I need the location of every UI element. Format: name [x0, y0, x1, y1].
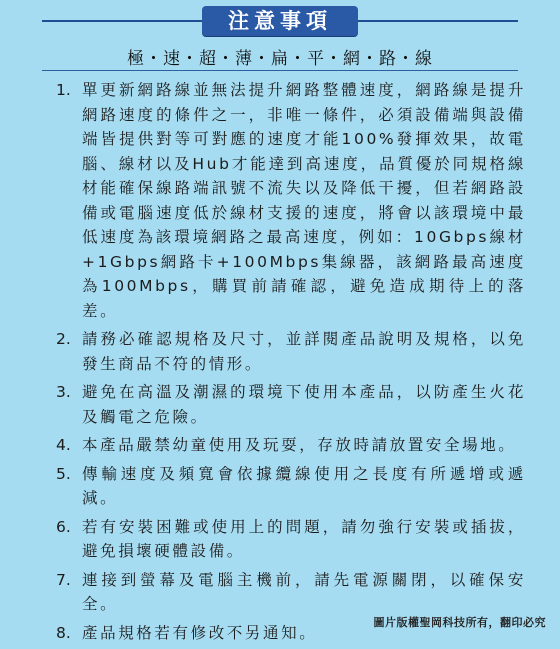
notice-item-2 [56, 327, 526, 376]
copyright-notice: 圖片版權聖岡科技所有，翻印必究 [373, 616, 546, 629]
title-banner [0, 4, 560, 38]
notice-text: 產品規格若有修改不另通知。 [82, 623, 318, 642]
notice-text: 避免在高溫及潮濕的環境下使用本產品，以防產生火花及觸電之危險。 [82, 383, 526, 426]
notice-item-1 [56, 78, 526, 323]
notice-list [56, 78, 526, 649]
notice-number: 8. [56, 623, 71, 642]
notice-number: 1. [56, 81, 71, 99]
notice-item-7 [56, 568, 526, 617]
notice-number: 2. [56, 330, 71, 348]
notice-text: 請務必確認規格及尺寸，並詳閱產品說明及規格，以免發生商品不符的情形。 [82, 330, 526, 373]
notice-number: 4. [56, 436, 71, 454]
notice-item-6 [56, 515, 526, 564]
notice-text: 單更新網路線並無法提升網路整體速度，網路線是提升網路速度的條件之一，非唯一條件，必須設備端與設備端皆提供對等可對應的速度才能100%發揮效果，故電腦、線材以及Hub才能達到高速度，品質優於同規格線材能確保線路端訊號不流失以及降低干擾，但若網路設備或電腦速度低於線材支援的速度，將會以該環境中最低速度為該環境網路之最高速度，例如：10Gbps線材+1Gbps網路卡+100Mbps集線器，該網路最高速度為100Mbps，購買前請確認，避免造成期待上的落差。 [82, 81, 526, 320]
notice-item-3 [56, 380, 526, 429]
notice-item-4 [56, 433, 526, 458]
notice-text: 連接到螢幕及電腦主機前，請先電源關閉，以確保安全。 [82, 570, 526, 613]
subtitle-divider [42, 70, 518, 71]
notice-item-5 [56, 462, 526, 511]
notice-number: 7. [56, 570, 71, 589]
product-subtitle: 極・速・超・薄・扁・平・網・路・線 [127, 49, 433, 69]
page-title: 注意事項 [202, 6, 358, 36]
notice-number: 5. [56, 464, 71, 483]
notice-text: 若有安裝困難或使用上的問題，請勿強行安裝或插拔，避免損壞硬體設備。 [82, 517, 526, 560]
notice-number: 6. [56, 517, 71, 536]
notice-number: 3. [56, 383, 71, 401]
notice-text: 傳輸速度及頻寬會依據纜線使用之長度有所遞增或遞減。 [82, 464, 526, 507]
notice-text: 本產品嚴禁幼童使用及玩耍，存放時請放置安全場地。 [82, 436, 517, 454]
